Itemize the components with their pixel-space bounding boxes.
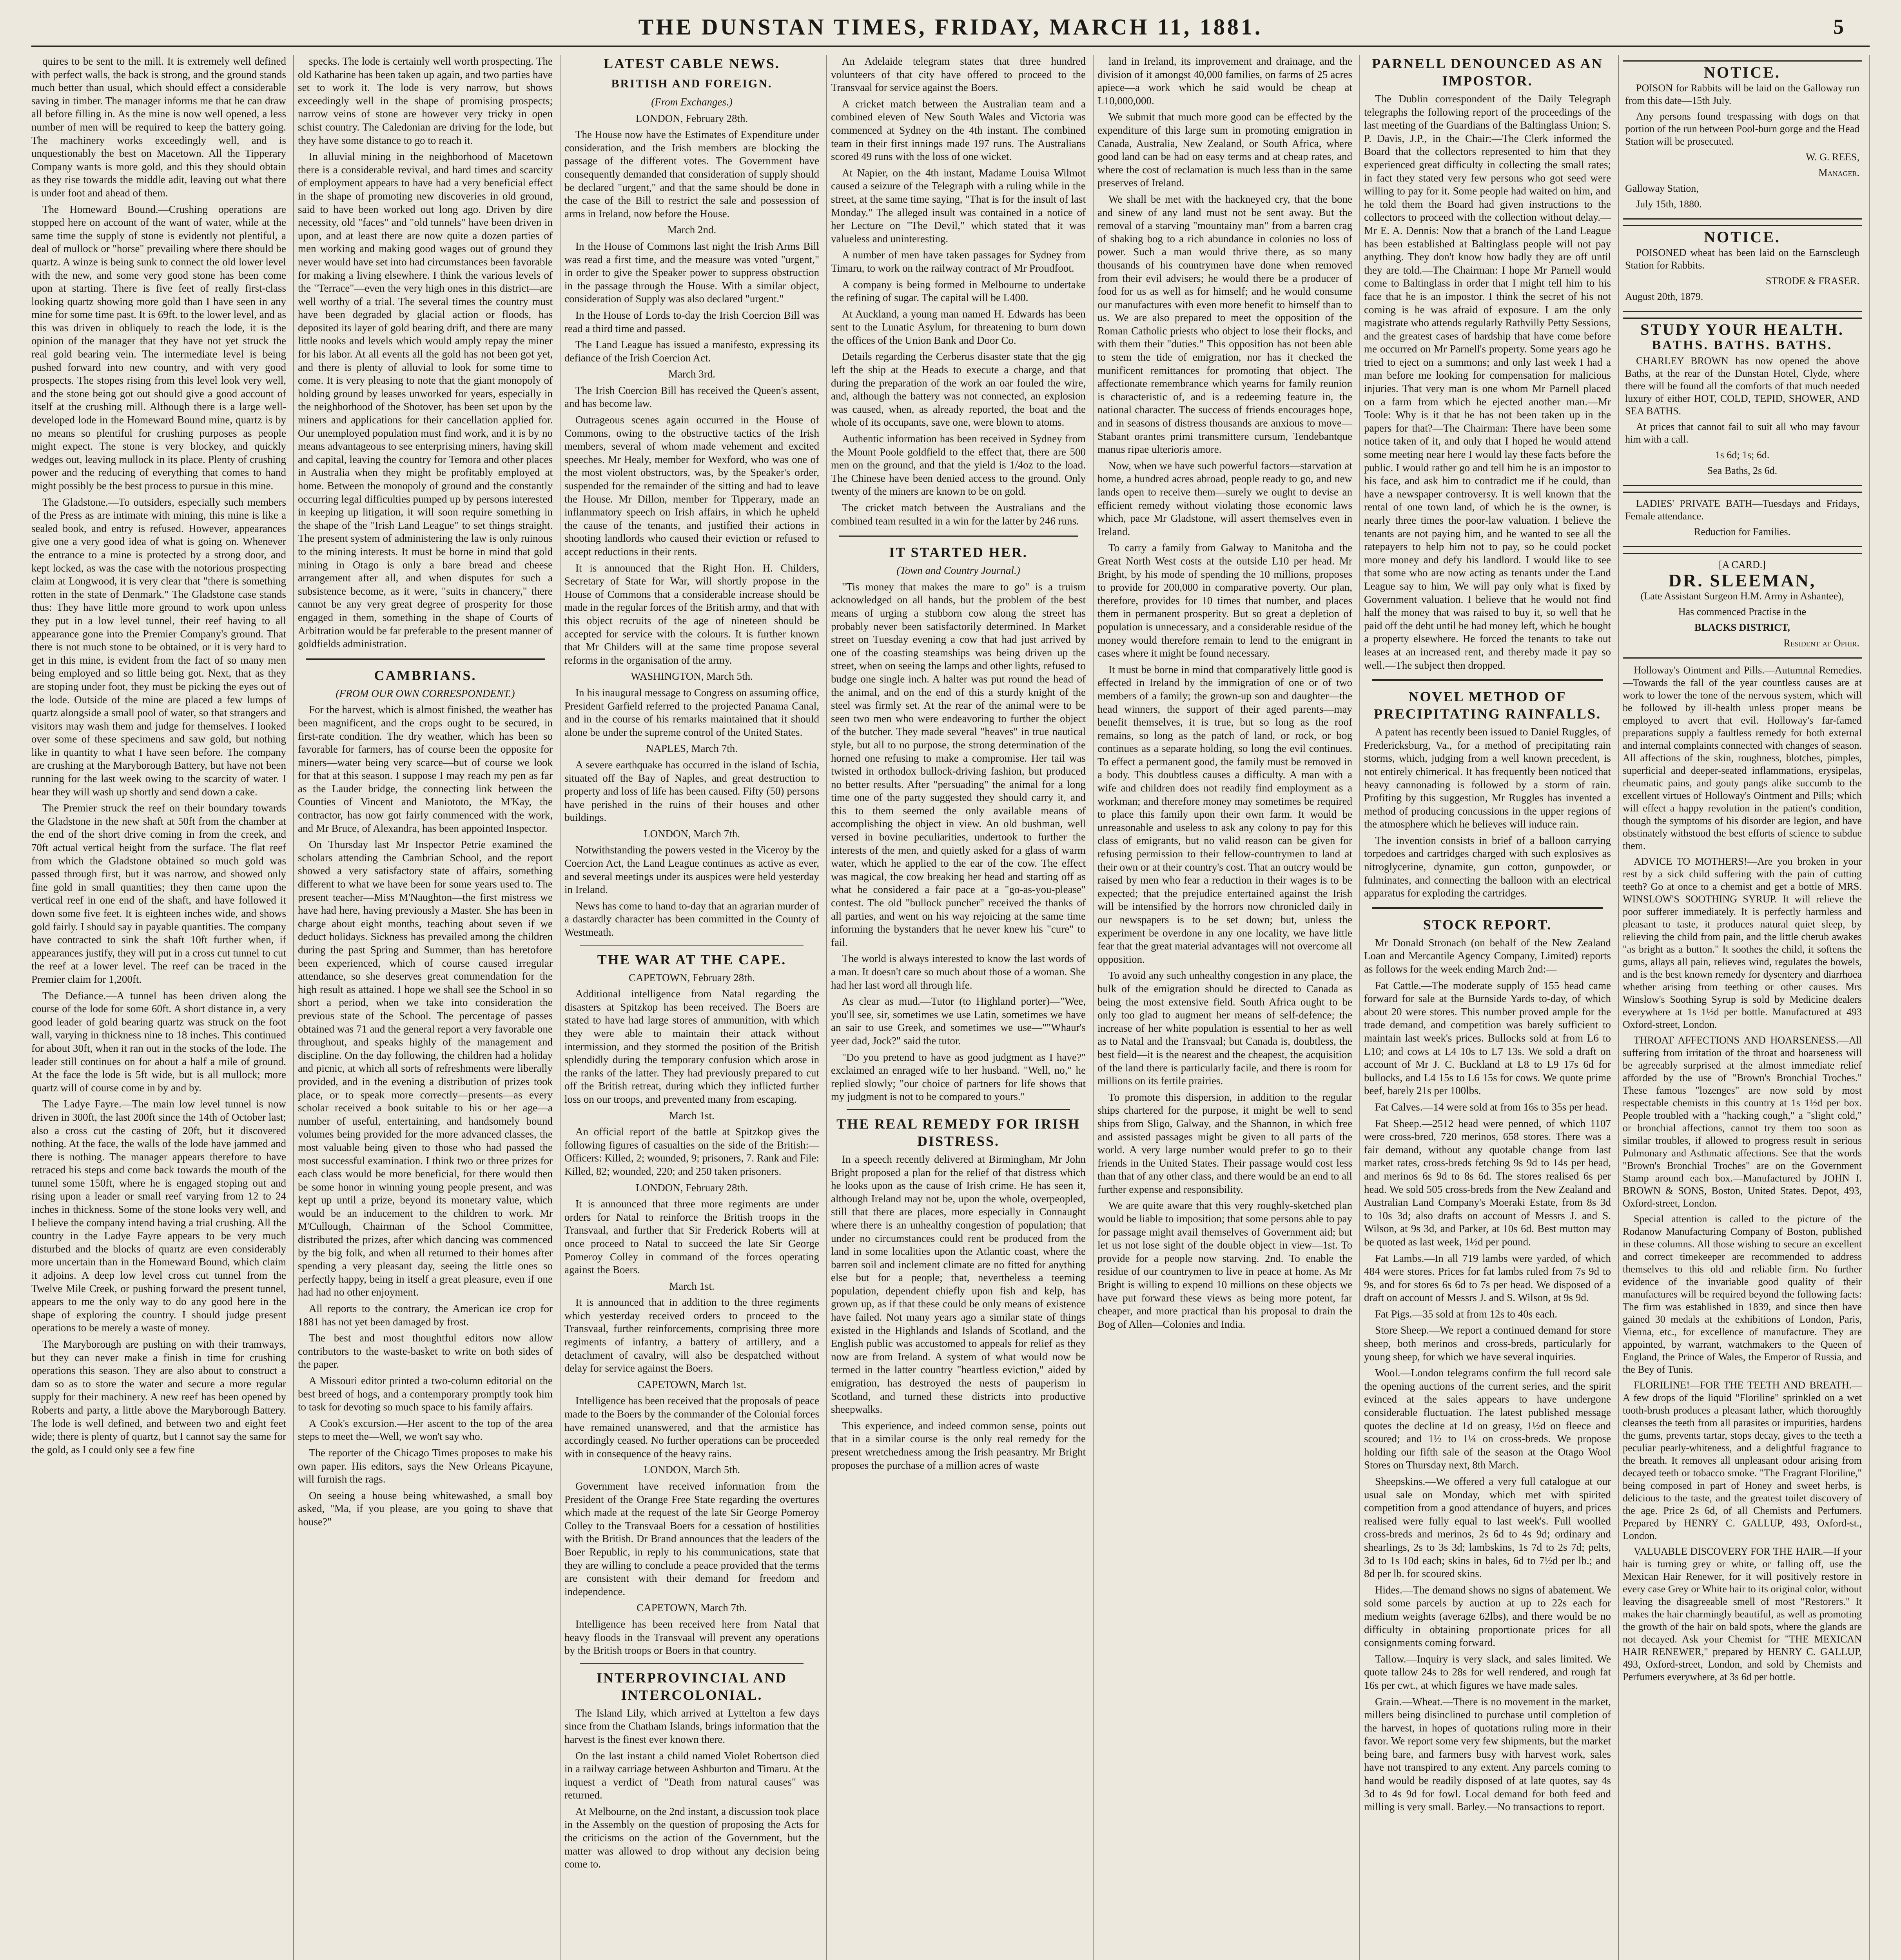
paragraph: Hides.—The demand shows no signs of abatement. We sold some parcels by auction at up to 22s each for medium weights (average 62lbs), and there would be no difficulty in obtaining proportionate prices for all consignments coming forward.: [1364, 1584, 1611, 1649]
paragraph: quires to be sent to the mill. It is extremely well defined with perfect walls, the back is strong, and the ground stands much better than usual, which should effect a considerable saving in timber. The manager informs me that he can draw all before filling in. As the mine is now well opened, a less number of men will be required to keep the battery going. The machinery works exceedingly well, and is unquestionably the best on Macetown. All the Tipperary Company wants is more gold, and this they should obtain as they rise towards the middle adit, leaving out what there is under foot and ahead of them.: [31, 55, 286, 199]
paragraph: On Thursday last Mr Inspector Petrie examined the scholars attending the Cambrian School, and the report showed a very satisfactory state of affairs, something different to what we have been for some years used to. The present teacher—Miss M'Naughton—the first mistress we have had here, having previously a Master. She has been in charge about eight months, teaching about seven if we deduct holidays. Sickness has prevailed among the children during the past Spring and Summer, than has heretofore been experienced, which of course caused irregular attendance, so she deserves great commendation for the high result as attained. I hope we shall see the School in so short a period, when we take into consideration the previous state of the School. The percentage of passes obtained was 71 and the general report a very favorable one throughout, and speaks highly of the management and discipline. On the day following, the children had a holiday and picnic, at which all sorts of refreshments were liberally provided, and in the evening a distribution of prizes took place, or to speak more correctly—presents—as every scholar received a book suitable to his or her age—a number of useful, entertaining, and handsomely bound volumes being provided for the more advanced classes, the most valuable being given to those who had passed the most successful examination. I think two or three prizes for each class would be more beneficial, for there would then be some honor in winning young people present, and was kept up until a prize, beyond its monetary value, which would be an inducement to the children to work. Mr M'Cullough, Chairman of the School Committee, distributed the prizes, after which dancing was commenced by the big folk, and when all returned to their homes after spending a very pleasant day, seeing the little ones so perfectly happy, being in itself a great pleasure, even if one had had no other enjoyment.: [298, 838, 553, 1298]
advert-prices: Sea Baths, 2s 6d.: [1707, 465, 1778, 476]
paragraph: A Cook's excursion.—Her ascent to the top of the area steps to meet the—Well, we won't say who.: [298, 1417, 553, 1443]
paragraph: The Premier struck the reef on their boundary towards the Gladstone in the new shaft at 50ft from the chamber at the end of the short drive coming in from the creek, and 70ft actual vertical height from the surface. The flat reef from which the Gladstone obtained so much gold was passed through first, but it was narrow, and showed only fine gold in small quantities; they then came upon the vertical reef in one end of the shaft, and have followed it down some five feet. It is eighteen inches wide, and shows gold fairly. I should say in payable quantities. The company have contracted to sink the shaft 10ft further when, if appearances justify, they will put in a cross cut tunnel to cut the reef at a lower level. The reef can be traced in the Premier claim for 1,200ft.: [31, 802, 286, 985]
paragraph: Outrageous scenes again occurred in the House of Commons, owing to the obstructive tactics of the Irish members, several of whom made vehement and excited speeches. Mr Healy, member for Wexford, who was one of the most violent obstructors, was, by the Speaker's order, suspended for the remainder of the sitting and had to leave the House. Mr Dillon, member for Tipperary, made an inflammatory speech on Irish affairs, in which he upheld the cause of the tenants, and justified their actions in shooting landlords who caused their eviction or refused to accept reductions in their rents.: [564, 414, 819, 557]
paragraph: All reports to the contrary, the American ice crop for 1881 has not yet been damaged by frost.: [298, 1303, 553, 1328]
advert-text: CHARLEY BROWN has now opened the above Baths, at the rear of the Dunstan Hotel, Clyde, where there will be found all the comforts of that much needed luxury of either HOT, COLD, TEPID, SHOWER, AND SEA BATHS.: [1625, 355, 1859, 417]
paragraph: It is announced that the Right Hon. H. Childers, Secretary of State for War, will shortly propose in the House of Commons that a considerable increase should be made in the regular forces of the British army, and that with this object recruits of the age of nineteen should be accepted for service with the colours. It is further known that Mr Childers will at the same time propose several reforms in the organisation of the army.: [564, 562, 819, 666]
column-7-advertisements: [1623, 55, 1870, 1960]
paragraph: A Missouri editor printed a two-column editorial on the best breed of hogs, and a contemporary promptly took him to task for devoting so much space to his family affairs.: [298, 1375, 553, 1413]
paragraph: The Dublin correspondent of the Daily Telegraph telegraphs the following report of the proceedings of the last meeting of the Guardians of the Baltinglass Union; S. P. Davis, J.P., in the Chair:—The Clerk informed the Board that the collectors represented to him that they experienced great difficulty in collecting the small rates; in fact they stated very few persons who got seed were willing to pay for it. Some people had waited on him, and he told them the Board had given instructions to the collectors to proceed with the collection without delay.—Mr E. A. Dennis: Now that a branch of the Land League has been established at Baltinglass people will not pay anything. They don't know how badly they are off until they are told.—The Chairman: I hope Mr Parnell would come to Baltinglass in order that I might tell him to his face that he is an impostor. I think the secret of his not coming is he was afraid of exposure. I am the only magistrate who attends regularly Rathvilly Petty Sessions, and the greatest cases of hardship that have come before me occurred on Mr Parnell's property. Some years ago he tried to eject on a summons; and only last week I had a man before me looking for compensation for malicious injuries. That very man is one whom Mr Parnell placed on a farm from which he ejected another man.—Mr Toole: Why is it that he has not been taken up in the papers for that?—The Chairman: There have been some notice taken of it, and only that I hoped he would attend some meeting near here I would lay these facts before the public. I would rather go and tell him he is an impostor to his face, and ask him to contradict me if he could, than have a newspaper controversy. It is well known that the rental of one town land, of which he is the owner, is nearly three times the poor-law valuation. I believe the tenants are not paying him, and he wanted to see all the ratepayers to help him not to pay, so he could pocket more money and defy his landlord. I would like to see that some who are now acting as tenants under the Land League say to him, We will pay only what is fixed by Government valuation. I believe that he would not find half the money that was raised to buy it, so well that he paid off the debt until he had money left, which he bought a property elsewhere. He forced the tenants to take out leases at an increased rent, and thereby made it pay so well.—The subject then dropped.: [1364, 93, 1611, 671]
masthead: [31, 9, 1870, 47]
paragraph: The cricket match between the Australians and the combined team resulted in a win for the latter by 246 runs.: [831, 502, 1086, 527]
article-headline: THE WAR AT THE CAPE.: [597, 951, 787, 967]
section-divider: [847, 1109, 1070, 1110]
article-headline: CAMBRIANS.: [374, 667, 477, 683]
paragraph: To avoid any such unhealthy congestion in any place, the bulk of the emigration should be directed to Canada as being the most extensive field. South Africa ought to be only too glad to augment her means of self-defence; the increase of her white population is essential to her as well as to Natal and the Transvaal; but Canada is, doubtless, the best field—it is the nearest and the cheapest, the acquisition of the land there is particularly facile, and there is room for millions on its fertile prairies.: [1097, 969, 1352, 1087]
column-1: [31, 55, 294, 1960]
page-number: 5: [1833, 15, 1846, 38]
paragraph: The Defiance.—A tunnel has been driven along the course of the lode for some 60ft. A short distance in, a very good leader of gold bearing quartz was struck on the foot wall, varying in thickness nine to 18 inches. This continued for about 30ft, when it ran out in the stocks of the lode. The leader still continues on for about a half a mile of ground. At the face the lode is 5ft wide, but is all mullock; more quartz will of course come in by and by.: [31, 989, 286, 1094]
dateline: CAPETOWN, March 1st.: [637, 1378, 747, 1390]
paragraph: In alluvial mining in the neighborhood of Macetown there is a considerable revival, and hard times and scarcity of employment appears to have had a very beneficial effect in the shape of promoting new discoveries in old ground, said to have been worked out long ago. Driven by dire necessity, old "faces" and "old tunnels" have been driven in upon, and at least there are now quite a dozen parties of men working and making good wages out of ground they never would have set into had circumstances been favorable for making a living elsewhere. I think the various levels of the "Terrace"—even the very high ones in this district—are well worthy of a trial. The several times the country must have been degraded by glacial action or floods, has deposited its layer of gold bearing drift, and there are many little nooks and levels which would amply repay the miner for his labor. At all events all the gold has not been got yet, and there is plenty of alluvial to look for some time to come. It is very pleasing to note that the giant monopoly of holding ground by leases unworked for years, especially in the neighborhood of the Shotover, has been set upon by the miners and applications for their cancellation applied for. Our unemployed population must find work, and it is by no means advantageous to see enterprising miners, having skill and capital, leaving the country for Temora and other places in Australia when they might be profitably employed at home. Between the monopoly of ground and the constantly occurring legal difficulties pumped up by persons interested in keeping up litigation, it will soon require something in the shape of the "Irish Land League" to set things straight. The present system of administering the law is only ruinous to the mining interests. It must be borne in mind that gold mining in Otago is only a bare bread and cheese arrangement after all, and when disputes for such a subsistence become, as it were, "suits in chancery," there cannot be any very great degree of prosperity for those engaged in them, something in the shape of Courts of Arbitration would be far preferable to the present manner of goldfields administration.: [298, 151, 553, 650]
paragraph: The House now have the Estimates of Expenditure under consideration, and the Irish members are blocking the passage of the different votes. The Government have consequently demanded that consideration of supply should be declared "urgent," and that the same should be done in the case of the Bill to restrict the sale and possession of arms in Ireland, now before the House.: [564, 129, 819, 220]
advert-paragraph: ADVICE TO MOTHERS!—Are you broken in your rest by a sick child suffering with the pain of cutting teeth? Go at once to a chemist and get a bottle of MRS. WINSLOW'S SOOTHING SYRUP. It will relieve the poor sufferer immediately. It is perfectly harmless and pleasant to taste, it produces natural quiet sleep, by relieving the child from pain, and the little cherub awakes "as bright as a button." It soothes the child, it softens the gums, allays all pain, relieves wind, regulates the bowels, and is the best known remedy for dysentery and diarrhoea whether arising from teething or other causes. Mrs Winslow's Soothing Syrup is sold by Medicine dealers everywhere at 1s 1½d per bottle. Manufactured at 493 Oxford-street, London.: [1623, 856, 1862, 1030]
dateline: LONDON, March 5th.: [644, 1464, 740, 1476]
advert-ladies-bath: [1623, 492, 1862, 547]
paragraph: Store Sheep.—We report a continued demand for store sheep, both merinos and cross-breds, particularly for young sheep, for which we have several inquiries.: [1364, 1324, 1611, 1363]
advert-text: Reduction for Families.: [1694, 526, 1791, 537]
paragraph: The Homeward Bound.—Crushing operations are stopped here on account of the want of water, while at the same time the supply of stone is evidently not plentiful, a deal of mullock or "horse" prevailing where there should be quartz. A winze is being sunk to connect the old lower level with the new, and some very good stone has been come upon at starting. There is five feet of really first-class looking quartz showing more gold than I have seen in any mine for some time past. It is 69ft. to the lower level, and as this was driven in obliquely to reach the lode, it is the opinion of the manager that they have not yet struck the real gold bearing vein. The intermediate level is being pushed forward into new country, and with very good prospects. The stopes rising from this level look very well, and the stone being got out should give a good account of itself at the crushing mill. Although there is a large well-developed lode in the Homeward Bound mine, quartz is by no means so plentiful for crushing purposes as people might expect. The stone is very blockey, and quickly wedges out, leaving mullock in its place. Plenty of crushing power and the reducing of everything that comes to hand might possibly be the best process to pursue in this mine.: [31, 203, 286, 492]
notice-date: August 20th, 1879.: [1625, 291, 1703, 302]
dateline: March 2nd.: [667, 224, 717, 236]
article-headline: LATEST CABLE NEWS.: [604, 56, 780, 71]
card-text: BLACKS DISTRICT,: [1694, 622, 1790, 633]
paragraph: This experience, and indeed common sense, points out that in a similar course is the only real remedy for the present wretchedness among the Irish peasantry. Mr Bright proposes the purchase of a million acres of waste: [831, 1419, 1086, 1471]
dateline: WASHINGTON, March 5th.: [631, 670, 753, 682]
paragraph: Fat Calves.—14 were sold at from 16s to 35s per head.: [1375, 1101, 1608, 1113]
paragraph: It must be borne in mind that comparatively little good is effected in Ireland by the immigration of one or of two members of a family; the grown-up son and daughter—the head winners, the support of their aged parents—may benefit themselves, it is true, but so long as the roof remains, so long as the patch of land, or rock, or bog continues as a separate holding, so long the evil continues. To effect a permanent good, the family must be removed in a body. This doubtless causes a difficulty. A man with a wife and children does not readily find employment as a workman; and therefore money may sometimes be required to place this family upon their own farm. It would be unreasonable and useless to ask any colony to pay for this class of emigrants, but no valid reason can be given for refusing permission to their fellow-countrymen to land at their own or at their country's cost. That an outcry would be raised by men who fear a reduction in their wages is to be expected; that the prejudice entertained against the Irish will be intensified by the horrors now chronicled daily in our newspapers is to be set down; but, unless the experiment be overdone in any one locality, we have little fear that the great material advantages will not overcome all opposition.: [1097, 663, 1352, 965]
paragraph: Now, when we have such powerful factors—starvation at home, a hundred acres abroad, people ready to go, and new lands open to receive them—surely we ought to devise an efficient remedy without violating those economic laws which, pace Mr Gladstone, will assert themselves even in Ireland.: [1097, 459, 1352, 537]
paragraph: The Island Lily, which arrived at Lyttelton a few days since from the Chatham Islands, brings information that the harvest is the finest ever known there.: [564, 1707, 819, 1745]
section-heading: BRITISH AND FOREIGN.: [611, 77, 773, 90]
article-headline: IT STARTED HER.: [889, 544, 1028, 561]
paragraph: Notwithstanding the powers vested in the Viceroy by the Coercion Act, the Land League continues as active as ever, and several meetings under its auspices were held yesterday in Ireland.: [564, 844, 819, 896]
dateline: LONDON, March 7th.: [644, 828, 740, 840]
paragraph: Fat Pigs.—35 sold at from 12s to 40s each.: [1375, 1308, 1557, 1320]
notice-heading: NOTICE.: [1704, 64, 1781, 81]
column-3: [564, 55, 827, 1960]
paragraph: At Auckland, a young man named H. Edwards has been sent to the Lunatic Asylum, for threatening to burn down the offices of the Union Bank and Door Co.: [831, 308, 1086, 346]
paragraph: Fat Lambs.—In all 719 lambs were yarded, of which 484 were stores. Prices for fat lambs ruled from 7s 9d to 9s, and for stores 6s 6d to 7s per head. We disposed of a draft on account of Messrs J. and S. Wilson, at 9s 9d.: [1364, 1252, 1611, 1304]
card-label: [A CARD.]: [1719, 559, 1766, 570]
advert-subheading: BATHS. BATHS. BATHS.: [1652, 338, 1833, 352]
notice-place: Galloway Station,: [1625, 183, 1699, 194]
paragraph: Fat Sheep.—2512 head were penned, of which 1107 were cross-bred, 720 merinos, 658 stores. There was a fair demand, without any quotable change from last market rates, cross-breds fetching 9s 9d to 14s per head, and merinos 6s 9d to 8s 6d. The stores realised 6s per head. We sold 505 cross-breds from the New Zealand and Australian Land Company's Moeraki Estate, from 8s 3d to 10s 3d; also drafts on account of Messrs J. and S. Wilson, at 9s 3d, and Parker, at 10s 6d. Best mutton may be quoted as last week, 1½d per pound.: [1364, 1117, 1611, 1248]
card-name: DR. SLEEMAN,: [1668, 570, 1816, 590]
paragraph: An official report of the battle at Spitzkop gives the following figures of casualties on the side of the British:—Officers: Killed, 2; wounded, 9; prisoners, 7. Rank and File: Killed, 82; wounded, 220; and 250 taken prisoners.: [564, 1126, 819, 1177]
paragraph: On the last instant a child named Violet Robertson died in a railway carriage between Ashburton and Timaru. At the inquest a verdict of "Death from natural causes" was returned.: [564, 1749, 819, 1801]
section-divider: [1372, 679, 1603, 681]
notice-signature-title: Manager.: [1818, 167, 1859, 178]
section-divider: [1372, 907, 1603, 909]
advert-paragraph: THROAT AFFECTIONS AND HOARSENESS.—All suffering from irritation of the throat and hoarseness will be agreeably surprised at the almost immediate relief afforded by the use of "Brown's Bronchial Troches." These famous "lozenges" are now sold by most respectable chemists in this country at 1s 1½d per box. People troubled with a "hacking cough," a "slight cold," or bronchial affections, cannot try them too soon as similar troubles, if allowed to progress result in serious Pulmonary and Asthmatic affections. See that the words "Brown's Bronchial Troches" are on the Government Stamp around each box.—Manufactured by JOHN I. BROWN & SONS, Boston, United States. Depot, 493, Oxford-street, London.: [1623, 1034, 1862, 1209]
notice-text: Any persons found trespassing with dogs on that portion of the run between Pool-burn gorge and the Head Station will be prosecuted.: [1625, 111, 1859, 147]
dateline: March 1st.: [669, 1280, 715, 1292]
newspaper-title: THE DUNSTAN TIMES, FRIDAY, MARCH 11, 1881.: [638, 14, 1263, 40]
paragraph: The Maryborough are pushing on with their tramways, but they can never make a finish in time for crushing operations this season. They are also about to construct a dam so as to store the water and secure a more regular supply for their machinery. A new reef has been opened by Roberts and party, a little above the Maryborough Battery. The lode is well defined, and between two and eight feet wide; there is plenty of quartz, but I cannot say the same for the gold, as I could only see a few fine: [31, 1338, 286, 1455]
paragraph: To carry a family from Galway to Manitoba and the Great North West costs at the outside L10 per head. Mr Bright, by his mode of spending the 10 millions, proposes to provide for 200,000 in comparative poverty. Our plan, therefore, provides for 10 times that number, and places them in permanent prosperity. But so great a depletion of population is unnecessary, and a considerable residue of the money would therefore remain to lend to the emigrant in cases where it might be found necessary.: [1097, 542, 1352, 659]
paragraph: The invention consists in brief of a balloon carrying torpedoes and cartridges charged with such explosives as nitroglycerine, dynamite, gun cotton, gunpowder, or fulminates, and connecting the balloon with an electrical apparatus for exploding the cartridges.: [1364, 834, 1611, 899]
paragraph: Mr Donald Stronach (on behalf of the New Zealand Loan and Mercantile Agency Company, Limited) reports as follows for the week ending March 2nd:—: [1364, 936, 1611, 975]
paragraph: To promote this dispersion, in addition to the regular ships chartered for the purpose, it might be well to send ships from Sligo, Galway, and the Shannon, in which free and assisted passages might be given to all parts of the world. A very large number would prefer to go to their friends in the United States. Their passage would cost less than that of any other class, and there would be an end to all further expense and responsibility.: [1097, 1091, 1352, 1195]
advert-paragraph: VALUABLE DISCOVERY FOR THE HAIR.—If your hair is turning grey or white, or falling off, use the Mexican Hair Renewer, for it will positively restore in every case Grey or White hair to its original color, without leaving the disagreeable smell of most "Restorers." It makes the hair charmingly beautiful, as well as promoting the growth of the hair on bald spots, where the glands are not decayed. Ask your Chemist for "THE MEXICAN HAIR RENEWER," prepared by HENRY C. GALLUP, 493, Oxford-street, London, and sold by Chemists and Perfumers everywhere, at 3s 6d per bottle.: [1623, 1546, 1862, 1682]
paragraph: Government have received information from the President of the Orange Free State regarding the overtures which made at the request of the late Sir George Pomeroy Colley to the Transvaal Boers for a cessation of hostilities with the British. Dr Brand announces that the leaders of the Boer Republic, in reply to his communications, state that they are willing to conclude a peace provided that the terms are consistent with their demand for freedom and independence.: [564, 1480, 819, 1597]
notice-signature: W. G. REES,: [1806, 151, 1859, 163]
paragraph: Details regarding the Cerberus disaster state that the gig left the ship at the Heads to execute a charge, and that during the preparation of the work an oar fouled the wire, and, although the battery was not connected, an explosion was caused, when, as already reported, the boat and the whole of its occupants, save one, were blown to atoms.: [831, 350, 1086, 428]
paragraph: In the House of Commons last night the Irish Arms Bill was read a first time, and the measure was voted "urgent," in order to give the Speaker power to suppress obstruction in the passage through the House. With a similar object, consideration of Supply was also declared "urgent.": [564, 240, 819, 305]
paragraph: For the harvest, which is almost finished, the weather has been magnificent, and the crops ought to be secured, in first-rate condition. The dry weather, which has been so favorable for farmers, has of course been the opposite for miners—water being very scarce—but of course we look for that at this season. I suppose I may reach my pen as far as the Lauder bridge, the connecting link between the Counties of Vincent and Maniototo, the M'Kay, the contractor, has now got fairly commenced with the work, and Mr Bruce, of Alexandra, has been appointed Inspector.: [298, 704, 553, 834]
paragraph: The best and most thoughtful editors now allow contributors to the waste-basket to write on both sides of the paper.: [298, 1332, 553, 1370]
paragraph: Intelligence has been received here from Natal that heavy floods in the Transvaal will prevent any operations by the British troops or Boers in that country.: [564, 1618, 819, 1657]
paragraph: At Melbourne, on the 2nd instant, a discussion took place in the Assembly on the question of proposing the Acts for the criticisms on the action of the Government, but the matter was allowed to drop without any decision being come to.: [564, 1805, 819, 1870]
notice-signature: STRODE & FRASER.: [1765, 275, 1859, 287]
paragraph: "Tis money that makes the mare to go" is a truism acknowledged on all hands, but the problem of the best means of urging a stubborn cow along the street has probably never been satisfactorily determined. In Market street on Tuesday evening a cow that had just arrived by one of the coasting steamships was being driven up the street, when on seeing the lamps and other lights, refused to budge one single inch. A halter was put round the head of the animal, and on the end of this a sturdy knight of the steel was firmly set. At the rear of the animal were to be seen two men who were endeavoring to further the object of the butcher. They made several "heaves" in true nautical style, but all to no purpose, the strong determination of the horned one refusing to make a compromise. Her tail was twisted in orthodox bullock-driving fashion, but produced no better results. After "persuading" the animal for a long time one of the party suggested they should carry it, and this to them seemed the only available means of accomplishing the object in view. An old bushman, well versed in bovine peculiarities, undertook to further the interests of the men, and quietly asked for a glass of warm water, which he applied to the ear of the cow. The effect was magical, the cow breaking her head and starting off as what he considered a fair pace at a "go-as-you-please" contest. The old "bullock puncher" received the thanks of all parties, and went on his way rejoicing at the same time informing the bystanders that he never knew his "cure" to fail.: [831, 581, 1086, 948]
paragraph: It is announced that in addition to the three regiments which yesterday received orders to proceed to the Transvaal, further reinforcements, comprising three more regiments of infantry, a battery of artillery, and a detachment of cavalry, will also be despatched without delay for service against the Boers.: [564, 1296, 819, 1374]
article-subhead: (From Exchanges.): [651, 96, 733, 108]
advert-paragraph: Special attention is called to the picture of the Rodanow Manufacturing Company of Boston, published in these columns. All those wishing to secure an excellent and correct timekeeper are recommended to address themselves to this old and reliable firm. No further evidence of the invariable good quality of their manufactures will be required beyond the following facts: The firm was established in 1839, and since then have gained 30 medals at the exhibitions of London, Paris, Vienna, etc., for excellence of manufacture. They are appointed, by warrant, watchmakers to the Queen of England, the Prince of Wales, the Emperor of Russia, and the Bey of Tunis.: [1623, 1213, 1862, 1375]
paragraph: A severe earthquake has occurred in the island of Ischia, situated off the Bay of Naples, and great destruction to property and loss of life has been caused. Fifty (50) persons have perished in the ruins of their houses and other buildings.: [564, 759, 819, 824]
paragraph: specks. The lode is certainly well worth prospecting. The old Katharine has been taken up again, and two parties have set to work it. The lode is very narrow, but shows exceedingly well in the shape of promising prospects; narrow veins of stone are however very tricky in open schist country. The Caledonian are driving for the lode, but they have some distance to go to reach it.: [298, 55, 553, 146]
notice-poisoned-wheat: [1623, 225, 1862, 312]
advert-paragraph: FLORILINE!—FOR THE TEETH AND BREATH.—A few drops of the liquid "Floriline" sprinkled on a wet tooth-brush produces a pleasant lather, which thoroughly cleanses the teeth from all parasites or impurities, hardens the gums, prevents tartar, stops decay, gives to the teeth a peculiar pearly-whiteness, and a delightful fragrance to the breath. It removes all unpleasant odour arising from decayed teeth or tobacco smoke. "The Fragrant Floriline," being composed in part of Honey and sweet herbs, is delicious to the taste, and the greatest toilet discovery of the age. Price 2s 6d, of all Chemists and Perfumers. Prepared by HENRY C. GALLUP, 493, Oxford-st., London.: [1623, 1379, 1862, 1541]
dateline: March 1st.: [669, 1109, 715, 1122]
paragraph: On seeing a house being whitewashed, a small boy asked, "Ma, if you please, are you going to shave that house?": [298, 1489, 553, 1528]
paragraph: We shall be met with the hackneyed cry, that the bone and sinew of any land must not be sent away. But the removal of a starving "mountainy man" from a barren crag of shaking bog to a rich abundance in colonies no loss of power. Such a man would thrive there, as so many thousands of his countrymen have done when removed from their evil advisers; he would there be a producer of food for us as well as for himself; and he would consume our manufactures with even more benefit to himself than to us. We are also prepared to meet the opposition of the Roman Catholic priests who object to lose their flocks, and with them their "duties." This opposition has not been able to stem the tide of emigration, nor has it checked the munificent remittances for promoting that object. The affectionate remembrance which yearns for family reunion is characteristic of, and is a redeeming feature in, the national character. The success of friends encourages hope, and in seasons of distress thousands are anxious to move—Stabant orantes primi transmittere cursum, Tendebantque manus ripae ulterioris amore.: [1097, 193, 1352, 456]
paragraph: As clear as mud.—Tutor (to Highland porter)—"Wee, you'll see, sir, sometimes we use Latin, sometimes we have an sair to use Greek, and sometimes we use—""Whaur's yeer dad, Jock?" said the tutor.: [831, 995, 1086, 1047]
section-divider: [306, 658, 545, 660]
paragraph: Grain.—Wheat.—There is no movement in the market, millers being disinclined to purchase until completion of the harvest, in hopes of quotations ruling more in their favor. We report some very few shipments, but the market being bare, and farmers busy with harvest work, sales have not transpired to any extent. Any parcels coming to hand would be readily disposed of at late quotes, say 4s 3d to 4s 9d for fowl. Local demand for both feed and milling is very small. Barley.—No transactions to report.: [1364, 1695, 1611, 1813]
section-divider: [580, 945, 804, 946]
advert-doctor-card: [1623, 553, 1862, 659]
notice-heading: NOTICE.: [1704, 228, 1781, 246]
dateline: CAPETOWN, February 28th.: [629, 971, 755, 984]
article-headline: INTERPROVINCIAL AND INTERCOLONIAL.: [596, 1670, 787, 1703]
paragraph: A company is being formed in Melbourne to undertake the refining of sugar. The capital will be L400.: [831, 278, 1086, 304]
paragraph: Intelligence has been received that the proposals of peace made to the Boers by the commander of the Colonial forces have remained unanswered, and that the armistice has accordingly ceased. No further operations can be proceeded with in consequence of the heavy rains.: [564, 1395, 819, 1459]
card-text: Resident at Ophir.: [1783, 637, 1859, 649]
dateline: CAPETOWN, March 7th.: [637, 1602, 747, 1614]
column-5: [1097, 55, 1360, 1960]
paragraph: The Land League has issued a manifesto, expressing its defiance of the Irish Coercion Act.: [564, 339, 819, 364]
paragraph: Wool.—London telegrams confirm the full record sale the opening auctions of the current series, and the spirit evinced at the sales appears to have undergone considerable fluctuation. The latest published message quotes the decline at 1d on greasy, 1½d on fleece and scoured; and 1½ to 1¼ on cross-breds. We propose holding our fifth sale of the season at the Otago Wool Stores on Thursday next, 8th March.: [1364, 1367, 1611, 1471]
paragraph: An Adelaide telegram states that three hundred volunteers of that city have offered to proceed to the Transvaal for service against the Boers.: [831, 55, 1086, 94]
dateline: LONDON, February 28th.: [635, 1181, 748, 1194]
paragraph: A number of men have taken passages for Sydney from Timaru, to work on the railway contract of Mr Proudfoot.: [831, 249, 1086, 274]
paragraph: News has come to hand to-day that an agrarian murder of a dastardly character has been committed in the County of Westmeath.: [564, 900, 819, 938]
notice-rabbits: [1623, 60, 1862, 220]
paragraph: The world is always interested to know the last words of a man. It doesn't care so much about those of a woman. She had her last word all through life.: [831, 953, 1086, 991]
paragraph: Fat Cattle.—The moderate supply of 155 head came forward for sale at the Burnside Yards to-day, of which about 20 were stores. This number proved ample for the trade demand, and competition was barely sufficient to maintain last week's prices. Bullocks sold at from L6 to L10; and cows at L4 10s to L7 13s. We sold a draft on account of Mr J. C. Buckland at L8 to L9 17s 6d for bullocks, and L4 15s to L6 15s for cows. We quote prime beef, barely 21s per 100lbs.: [1364, 979, 1611, 1097]
advert-baths: [1623, 318, 1862, 486]
notice-text: POISON for Rabbits will be laid on the Galloway run from this date—15th July.: [1625, 82, 1859, 106]
dateline: NAPLES, March 7th.: [646, 742, 738, 755]
notice-text: POISONED wheat has been laid on the Earnscleugh Station for Rabbits.: [1625, 247, 1859, 271]
article-headline: NOVEL METHOD OF PRECIPITATING RAINFALLS.: [1373, 689, 1602, 722]
paragraph: Tallow.—Inquiry is very slack, and sales limited. We quote tallow 24s to 28s for well rendered, and rough fat 16s per cwt., at which figures we have made sales.: [1364, 1653, 1611, 1691]
paragraph: In the House of Lords to-day the Irish Coercion Bill was read a third time and passed.: [564, 309, 819, 334]
paragraph: land in Ireland, its improvement and drainage, and the division of it amongst 40,000 families, on farms of 25 acres apiece—a work which he said would be cheap at L10,000,000.: [1097, 55, 1352, 107]
advert-text: At prices that cannot fail to suit all who may favour him with a call.: [1625, 421, 1859, 445]
paragraph: A cricket match between the Australian team and a combined eleven of New South Wales and Victoria was commenced at Sydney on the 4th instant. The combined team in their first innings made 197 runs. The Australians scored 49 runs with the loss of one wicket.: [831, 98, 1086, 163]
paragraph: We are quite aware that this very roughly-sketched plan would be liable to imposition; that some persons able to pay for passage might avail themselves of Government aid; but let us not lose sight of the double object in view—1st. To provide for a people now starving. 2nd. To enable the residue of our countrymen to live in peace at home. As Mr Bright is willing to expend 10 millions on these objects we have put forward these views as being more potent, far cheaper, and more practical than his proposal to drain the Bog of Allen—Colonies and India.: [1097, 1200, 1352, 1330]
article-headline: THE REAL REMEDY FOR IRISH DISTRESS.: [836, 1116, 1080, 1149]
notice-date: July 15th, 1880.: [1636, 198, 1702, 210]
paragraph: The Gladstone.—To outsiders, especially such members of the Press as are intimate with mining, this mine is like a sealed book, and entry is refused. However, appearances give one a very good idea of what is going on. Whenever the entrance to a mine is protected by a strong door, and kept locked, as was the case with the notorious prospecting claim at Longwood, it is very clear that "there is something rotten in the state of Denmark." The Gladstone case stands thus: They have little more ground to work upon unless they put in a low level tunnel, their reef having to all appearance gone into the Premier Company's ground. That there is not much stone to be obtained, or it is very hard to get in this mine, is evident from the fact of so many men being employed and so little being got. Next, that as they are stoping under foot, they must be picking the eyes out of the lode. Outside of the mine are placed a few lumps of quartz alongside a small pool of water, so that strangers and visitors may wash them and judge for themselves. I looked over some of these specimens and saw gold, but nothing like in quantity to what I have seen before. The company are crushing at the Maryborough Battery, but have not been running for the last week owing to the scarcity of water. I hear they will wash up shortly and send down a cake.: [31, 496, 286, 798]
column-2: [298, 55, 561, 1960]
paragraph: A patent has recently been issued to Daniel Ruggles, of Fredericksburg, Va., for a method of precipitating rain storms, which, judging from a well known precedent, is not entirely chimerical. It has frequently been noticed that heavy cannonading is followed by a storm of rain. Profiting by this suggestion, Mr Ruggles has invented a method of producing concussions in the upper regions of the atmosphere which he believes will induce rain.: [1364, 726, 1611, 830]
dateline: LONDON, February 28th.: [635, 112, 748, 124]
paragraph: In a speech recently delivered at Birmingham, Mr John Bright proposed a plan for the relief of that distress which he looks upon as the cause of Irish crime. He has seen it, although Ireland may not be, upon the whole, overpeopled, still that there are places, more especially in Connaught where there is an unhealthy congestion of population; that under no circumstances could rent be produced from the land in some localities upon the Atlantic coast, where the barren soil and inclement climate are no fitted for anything else but for a people; that, nevertheless a teeming population, dependent chiefly upon fish and kelp, has grown up, as if that these could be only means of existence have failed. Not many years ago a similar state of things existed in the Highlands and Islands of Scotland, and the English public was accustomed to appeals for relief as they now are from Ireland. A system of what would now be termed in the latter country "heartless eviction," aided by emigration, has destroyed the nests of pauperism in Scotland, and turned these districts into productive sheepwalks.: [831, 1153, 1086, 1416]
card-text: Has commenced Practise in the: [1678, 606, 1807, 617]
article-headline: STOCK REPORT.: [1423, 916, 1552, 933]
column-6: [1364, 55, 1619, 1960]
paragraph: It is announced that three more regiments are under orders for Natal to reinforce the British troops in the Transvaal, and further that Sir Frederick Roberts will at once proceed to Natal to succeed the late Sir George Pomeroy Colley in command of the forces operating against the Boers.: [564, 1198, 819, 1276]
card-text: (Late Assistant Surgeon H.M. Army in Ashantee),: [1640, 590, 1844, 602]
paragraph: The Ladye Fayre.—The main low level tunnel is now driven in 300ft, the last 200ft since the 14th of October last; also a cross cut the casting of 20ft, but it discovered nothing. At the face, the walls of the lode have jammed and there is nothing. The manager appears therefore to have retraced his steps and come back towards the mouth of the tunnel some 150ft, where he is engaged stoping out and rising upon a leader or small reef varying from 12 to 24 inches in thickness. Some of the stone looks very well, and I believe the company intend having a trial crushing. All the country in the Ladye Fayre appears to be very much disturbed and the blocks of quartz are even considerably more uncertain than in the Homeward Bound, which claim it adjoins. A deep low level cross cut tunnel from the Twelve Mile Creek, or pushing forward the present tunnel, appears to me the only way to do any good here in the shape of exploring the country. I should judge present operations to be merely a waste of money.: [31, 1098, 286, 1334]
advert-paragraph: Holloway's Ointment and Pills.—Autumnal Remedies.—Towards the fall of the year countless causes are at work to lower the tone of the nervous system, which will be followed by ill-health unless proper means be employed to avert that evil. Holloway's far-famed preparations supply a faultless remedy for both external and internal complaints connected with changes of season. All affections of the skin, roughness, blotches, pimples, superficial and deeper-seated inflammations, erysipelas, rheumatic pains, and gouty pangs alike succumb to the excellent virtues of Holloway's Ointment and Pills; which will effect a happy revolution in the patient's condition, though the symptoms of his disorder are legion, and have obstinately withstood the best efforts of science to subdue them.: [1623, 664, 1862, 851]
paragraph: In his inaugural message to Congress on assuming office, President Garfield referred to the projected Panama Canal, and in the course of his remarks maintained that it should alone be under the supreme control of the United States.: [564, 686, 819, 738]
section-divider: [839, 535, 1078, 537]
article-headline: PARNELL DENOUNCED AS AN IMPOSTOR.: [1372, 56, 1603, 89]
advert-heading: STUDY YOUR HEALTH.: [1640, 321, 1844, 338]
column-4: [831, 55, 1094, 1960]
paragraph: Additional intelligence from Natal regarding the disasters at Spitzkop has been received. The Boers are stated to have had large stores of ammunition, with which they were able to maintain their attack without intermission, and they stormed the position of the British splendidly during the temporary confusion which arose in the ranks of the latter. They had previously prepared to cut off the British retreat, during which they inflicted further loss on our troops, and prevented many from escaping.: [564, 988, 819, 1105]
paragraph: The reporter of the Chicago Times proposes to make his own paper. His editors, says the New Orleans Picayune, will furnish the rags.: [298, 1446, 553, 1485]
paragraph: We submit that much more good can be effected by the expenditure of this large sum in promoting emigration in Canada, Australia, New Zealand, or South Africa, where good land can be had on easy terms and at cheap rates, and where the cost of reclamation is much less than in the same preserves of Ireland.: [1097, 111, 1352, 189]
paragraph: "Do you pretend to have as good judgment as I have?" exclaimed an enraged wife to her husband. "Well, no," he replied slowly; "our choice of partners for life shows that my judgment is not to be compared to yours.": [831, 1051, 1086, 1103]
paragraph: Sheepskins.—We offered a very full catalogue at our usual sale on Monday, which met with spirited competition from a good attendance of buyers, and prices realised were fully equal to last week's. Full woolled cross-breds and merinos, 2s 6d to 4s 9d; ordinary and shearlings, 2s to 3s 3d; lambskins, 1s 7d to 2s 7d; pelts, 3d to 1s 10d each; skins in bales, 6d to 7½d per lb.; and 8d per lb. for scoured skins.: [1364, 1475, 1611, 1580]
dateline: March 3rd.: [668, 368, 715, 380]
section-divider: [580, 1663, 804, 1664]
advert-prices: 1s 6d; 1s; 6d.: [1715, 449, 1770, 461]
article-subhead: (Town and Country Journal.): [896, 564, 1020, 577]
article-subhead: (FROM OUR OWN CORRESPONDENT.): [336, 687, 515, 699]
paragraph: The Irish Coercion Bill has received the Queen's assent, and has become law.: [564, 384, 819, 410]
advert-text: LADIES' PRIVATE BATH—Tuesdays and Fridays, Female attendance.: [1625, 498, 1859, 522]
paragraph: Authentic information has been received in Sydney from the Mount Poole goldfield to the effect that, there are 500 men on the ground, and that the yield is 1/4oz to the load. The Chinese have been denied access to the ground. Only twenty of the miners are known to be on gold.: [831, 433, 1086, 497]
paragraph: At Napier, on the 4th instant, Madame Louisa Wilmot caused a seizure of the Telegraph with a ruling while in the street, at the same time saying, "That is for the insult of last Monday." The alleged insult was contained in a notice of her Lecture on "The Devil," which stated that it was valueless and uninteresting.: [831, 167, 1086, 245]
